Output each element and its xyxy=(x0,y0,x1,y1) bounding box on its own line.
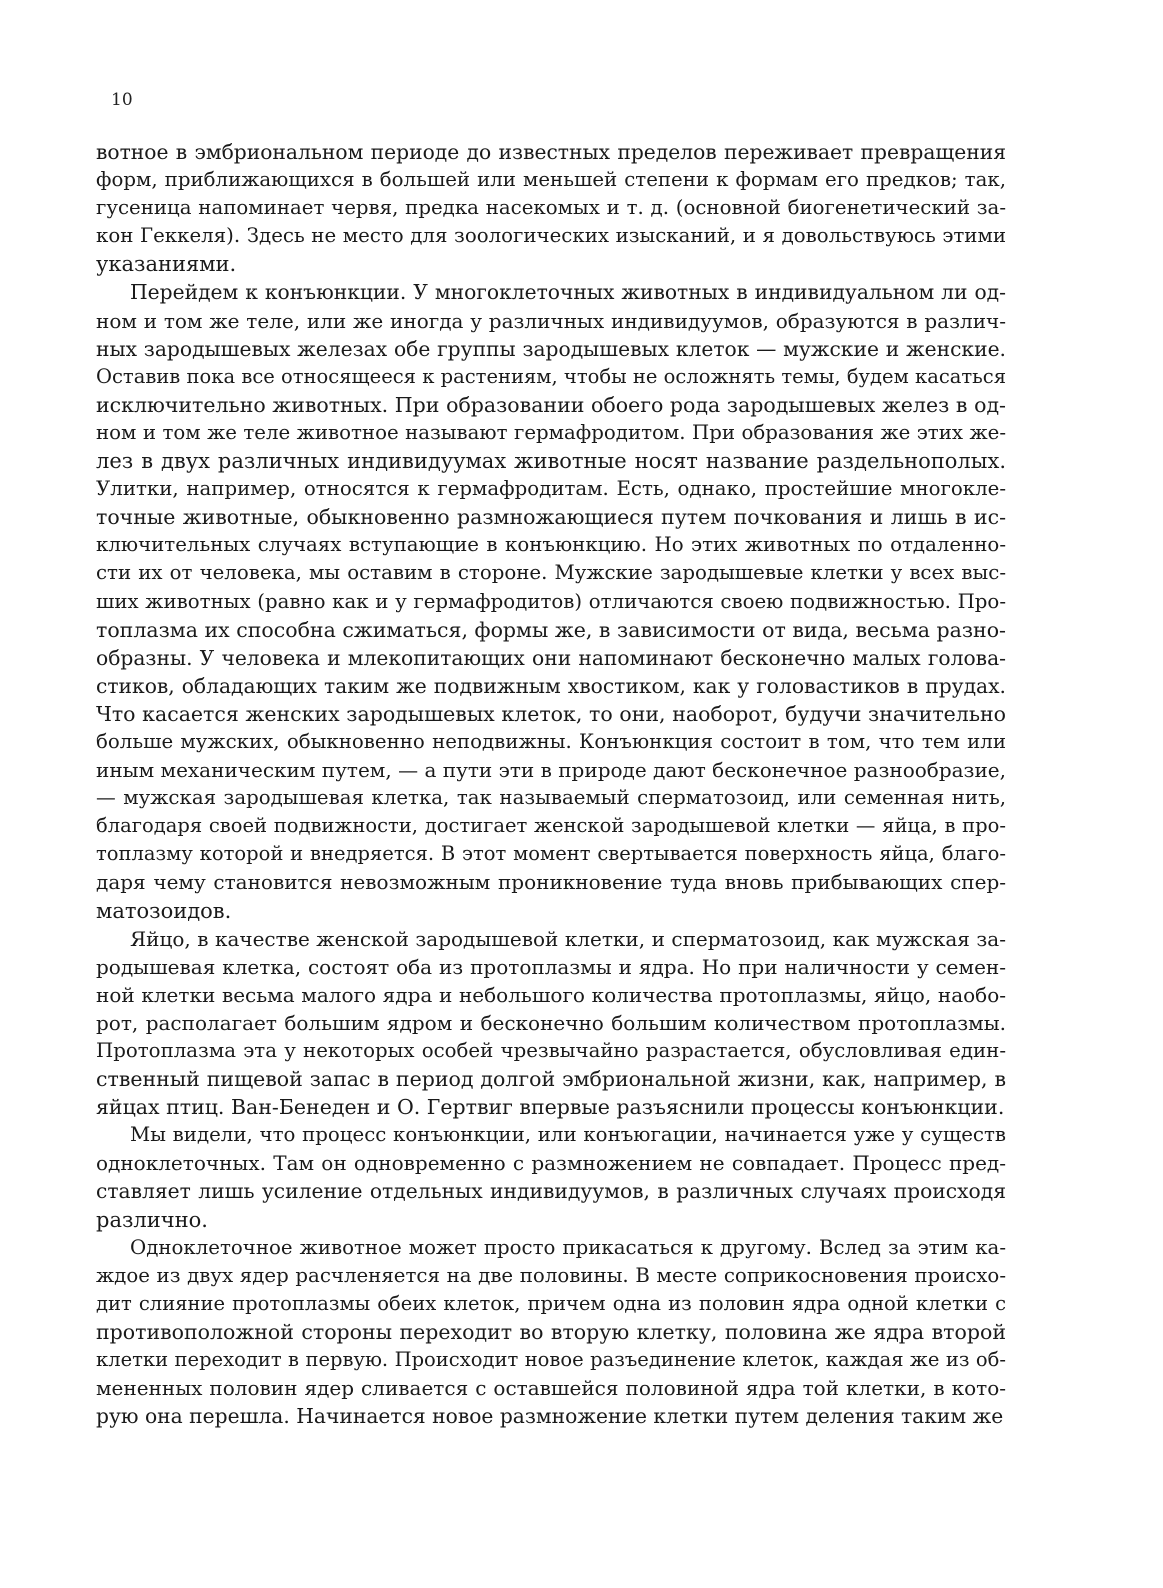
text-line: ном и том же теле животное называют гермафродитом. При образования же этих же- xyxy=(96,420,1006,444)
text-line: форм, приближающихся в большей или меньшей степени к формам его предков; так, xyxy=(96,168,1006,192)
text-line: ных зародышевых железах обе группы зародышевых клеток — мужские и женские. xyxy=(96,336,1006,361)
text-line: Перейдем к конъюнкции. У многоклеточных животных в индивидуальном ли од- xyxy=(130,280,1006,305)
text-line: даря чему становится невозможным проникновение туда вновь прибывающих спер- xyxy=(96,870,1006,895)
text-line: дит слияние протоплазмы обеих клеток, причем одна из половин ядра одной клетки с xyxy=(96,1291,1006,1315)
text-line: родышевая клетка, состоят оба из протоплазмы и ядра. Но при наличности у семен- xyxy=(96,954,1006,979)
paragraph xyxy=(96,1121,1006,1233)
text-line: ставляет лишь усиление отдельных индивидуумов, в различных случаях происходя xyxy=(96,1179,1006,1204)
text-line: сти их от человека, мы оставим в стороне. Мужские зародышевые клетки у всех выс- xyxy=(96,561,1006,585)
paragraph xyxy=(96,278,1006,924)
text-line: указаниями. xyxy=(96,252,237,277)
paragraph xyxy=(96,925,1006,1122)
text-line: противоположной стороны переходит во вторую клетку, половина же ядра второй xyxy=(96,1319,1006,1344)
text-line: рот, располагает большим ядром и бесконечно большим количеством протоплазмы. xyxy=(96,1010,1006,1035)
text-line: одноклеточных. Там он одновременно с размножением не совпадает. Процесс пред- xyxy=(96,1151,1006,1176)
text-line: ном и том же теле, или же иногда у различных индивидуумов, образуются в различ- xyxy=(96,308,1006,333)
text-line: иным механическим путем, — а пути эти в природе дают бесконечное разнообразие, xyxy=(96,758,1006,783)
text-line: Яйцо, в качестве женской зародышевой клетки, и сперматозоид, как мужская за- xyxy=(130,926,1006,951)
text-line: Что касается женских зародышевых клеток, то они, наоборот, будучи значительно xyxy=(96,701,1006,726)
text-line: стиков, обладающих таким же подвижным хвостиком, как у головастиков в прудах. xyxy=(96,673,1006,698)
paragraph xyxy=(96,1234,1006,1431)
text-line: матозоидов. xyxy=(96,898,232,923)
text-line: ственный пищевой запас в период долгой эмбриональной жизни, как, например, в xyxy=(96,1067,1006,1092)
body-text xyxy=(96,138,1006,1430)
text-line: топлазма их способна сжиматься, формы же, в зависимости от вида, весьма разно- xyxy=(96,617,1006,642)
text-line: Оставив пока все относящееся к растениям, чтобы не осложнять темы, будем касаться xyxy=(96,364,1006,388)
text-line: — мужская зародышевая клетка, так называемый сперматозоид, или семенная нить, xyxy=(96,786,1006,810)
text-line: различно. xyxy=(96,1207,208,1232)
paragraph xyxy=(96,138,1006,278)
text-line: топлазму которой и внедряется. В этот момент свертывается поверхность яйца, благо- xyxy=(96,842,1006,866)
text-line: исключительно животных. При образовании обоего рода зародышевых желез в од- xyxy=(96,392,1006,417)
text-line: ших животных (равно как и у гермафродитов) отличаются своею подвижностью. Про- xyxy=(96,589,1006,613)
text-line: мененных половин ядер сливается с оставшейся половиной ядра той клетки, в кото- xyxy=(96,1376,1006,1401)
text-line: точные животные, обыкновенно размножающиеся путем почкования и лишь в ис- xyxy=(96,505,1006,530)
text-line: ной клетки весьма малого ядра и небольшого количества протоплазмы, яйцо, наобо- xyxy=(96,982,1006,1007)
text-line: вотное в эмбриональном периоде до известных пределов переживает превращения xyxy=(96,140,1006,164)
text-line: Одноклеточное животное может просто прикасаться к другому. Вслед за этим ка- xyxy=(130,1235,1006,1259)
text-line: Улитки, например, относятся к гермафродитам. Есть, однако, простейшие многокле- xyxy=(96,477,1006,501)
text-line: лез в двух различных индивидуумах животные носят название раздельнополых. xyxy=(96,449,1006,474)
text-line: Протоплазма эта у некоторых особей чрезвычайно разрастается, обусловливая един- xyxy=(96,1039,1006,1062)
text-line: больше мужских, обыкновенно неподвижны. Конъюнкция состоит в том, что тем или xyxy=(96,729,1006,753)
text-line: ключительных случаях вступающие в конъюнкцию. Но этих животных по отдаленно- xyxy=(96,533,1006,557)
text-line: благодаря своей подвижности, достигает женской зародышевой клетки — яйца, в про- xyxy=(96,814,1006,838)
text-line: кон Геккеля). Здесь не место для зоологических изысканий, и я довольствуюсь этими xyxy=(96,224,1006,248)
text-line: яйцах птиц. Ван-Бенеден и О. Гертвиг впервые разъяснили процессы конъюнкции. xyxy=(96,1095,1005,1120)
text-line: ждое из двух ядер расчленяется на две половины. В месте соприкосновения происхо- xyxy=(96,1263,1006,1287)
text-line: Мы видели, что процесс конъюнкции, или конъюгации, начинается уже у существ xyxy=(130,1123,1006,1147)
text-line: клетки переходит в первую. Происходит новое разъединение клеток, каждая же из об- xyxy=(96,1348,1006,1372)
text-line: образны. У человека и млекопитающих они напоминают бесконечно малых голова- xyxy=(96,645,1006,670)
text-line: рую она перешла. Начинается новое размножение клетки путем деления таким же xyxy=(96,1404,1004,1429)
page-number: 10 xyxy=(111,90,133,110)
text-line: гусеница напоминает червя, предка насекомых и т. д. (основной биогенетический за- xyxy=(96,196,1006,220)
